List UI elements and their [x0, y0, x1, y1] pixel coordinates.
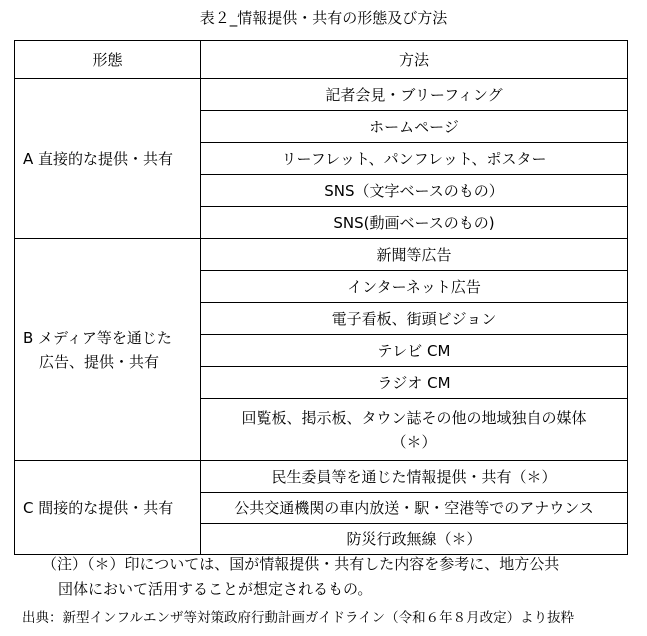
- method-cell: 防災行政無線（＊）: [201, 524, 628, 555]
- method-cell: ラジオ CM: [201, 367, 628, 399]
- note-line2: 団体において活用することが想定されるもの。: [58, 580, 373, 598]
- category-b-label-line1: B メディア等を通じた: [23, 328, 172, 347]
- table-header-row: [15, 41, 628, 79]
- method-cell: 民生委員等を通じた情報提供・共有（＊）: [201, 461, 628, 493]
- table-caption: 表２_情報提供・共有の形態及び方法: [199, 9, 448, 27]
- table-note: [42, 552, 642, 602]
- table-row: [15, 79, 628, 111]
- method-cell: テレビ CM: [201, 335, 628, 367]
- method-cell: 公共交通機関の車内放送・駅・空港等でのアナウンス: [201, 493, 628, 524]
- category-a: [15, 79, 201, 239]
- method-cell: インターネット広告: [201, 271, 628, 303]
- source-citation: 出典：新型インフルエンザ等対策政府行動計画ガイドライン（令和６年８月改定）より抜粋: [22, 610, 575, 626]
- category-a-label: A 直接的な提供・共有: [23, 149, 174, 168]
- method-cell: 記者会見・ブリーフィング: [201, 79, 628, 111]
- method-cell: リーフレット、パンフレット、ポスター: [201, 143, 628, 175]
- method-cell: 新聞等広告: [201, 239, 628, 271]
- method-cell: ホームページ: [201, 111, 628, 143]
- method-cell: 電子看板、街頭ビジョン: [201, 303, 628, 335]
- table-row: [15, 239, 628, 271]
- header-method: 方法: [201, 41, 628, 79]
- note-line1: （注）（＊）印については、国が情報提供・共有した内容を参考に、地方公共: [42, 555, 560, 573]
- category-b-label-line2: 広告、提供・共有: [39, 352, 160, 371]
- table-row: [15, 461, 628, 493]
- method-line: 回覧板、掲示板、タウン誌その他の地域独自の媒体: [241, 408, 587, 427]
- method-line: （＊）: [391, 432, 437, 451]
- method-cell: SNS（文字ベースのもの）: [201, 175, 628, 207]
- method-cell: SNS(動画ベースのもの): [201, 207, 628, 239]
- header-form: 形態: [15, 41, 201, 79]
- category-b: [15, 239, 201, 461]
- method-cell: [201, 399, 628, 461]
- forms-and-methods-table: [14, 40, 628, 555]
- category-c: [15, 461, 201, 555]
- category-c-label: C 間接的な提供・共有: [23, 498, 174, 517]
